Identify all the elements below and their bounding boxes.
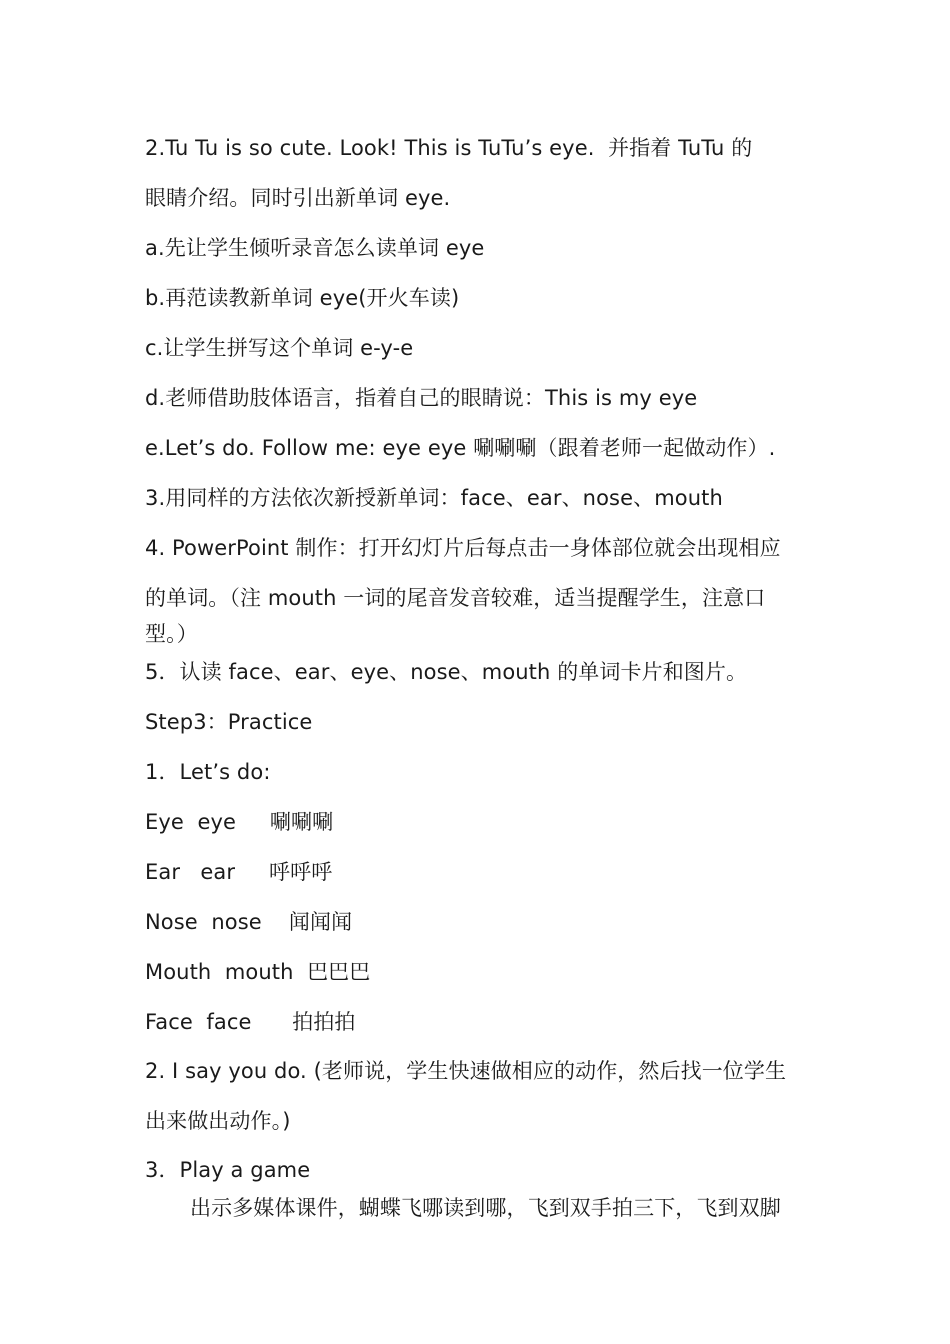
list-item-a: a.先让学生倾听录音怎么读单词 eye <box>145 236 485 260</box>
paragraph-line: 3．Play a game <box>145 1158 311 1182</box>
paragraph-line: 2. I say you do. (老师说，学生快速做相应的动作，然后找一位学生 <box>145 1059 787 1083</box>
paragraph-line: 的单词。（注 mouth 一词的尾音发音较难，适当提醒学生，注意口 <box>145 586 766 610</box>
paragraph-line: 出示多媒体课件，蝴蝶飞哪读到哪，飞到双手拍三下，飞到双脚 <box>190 1196 781 1220</box>
list-item-e: e.Let’s do. Follow me: eye eye 唰唰唰（跟着老师一起做动作）. <box>145 436 776 460</box>
section-heading: Step3：Practice <box>145 710 313 734</box>
paragraph-line: 2.Tu Tu is so cute. Look! This is TuTu’s eye. 并指着 TuTu 的 <box>145 136 753 160</box>
chant-line: Eye eye 唰唰唰 <box>145 810 334 834</box>
paragraph-line: 型。） <box>145 622 198 646</box>
chant-line: Mouth mouth 巴巴巴 <box>145 960 371 984</box>
list-item-d: d.老师借助肢体语言，指着自己的眼睛说：This is my eye <box>145 386 698 410</box>
paragraph-line: 1．Let’s do: <box>145 760 271 784</box>
paragraph-line: 出来做出动作。) <box>145 1109 291 1133</box>
chant-line: Ear ear 呼呼呼 <box>145 860 333 884</box>
paragraph-line: 3.用同样的方法依次新授新单词：face、ear、nose、mouth <box>145 486 723 510</box>
paragraph-line: 5．认读 face、ear、eye、nose、mouth 的单词卡片和图片。 <box>145 660 748 684</box>
list-item-b: b.再范读教新单词 eye(开火车读) <box>145 286 460 310</box>
chant-line: Nose nose 闻闻闻 <box>145 910 353 934</box>
chant-line: Face face 拍拍拍 <box>145 1010 356 1034</box>
paragraph-line: 眼睛介绍。同时引出新单词 eye. <box>145 186 451 210</box>
list-item-c: c.让学生拼写这个单词 e-y-e <box>145 336 414 360</box>
paragraph-line: 4. PowerPoint 制作：打开幻灯片后每点击一身体部位就会出现相应 <box>145 536 781 560</box>
